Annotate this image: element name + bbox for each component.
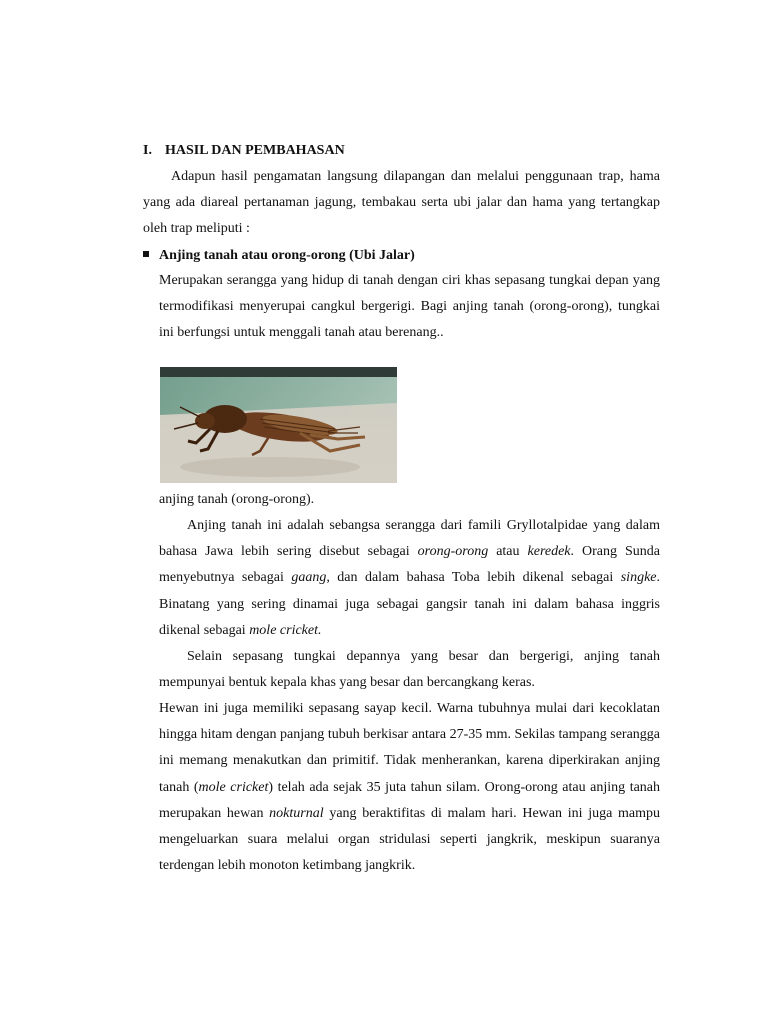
italic-term: orong-orong	[417, 544, 489, 560]
mole-cricket-photo	[160, 367, 397, 483]
italic-term: gaang	[291, 570, 327, 586]
section-number: I.	[143, 143, 152, 158]
text-run: Anjing tanah ini adalah sebangsa serangga dari famili Gryllotalpidae yang dalam bahasa Jawa lebih sering disebut sebagai	[159, 518, 660, 560]
text-run: . Orang Sunda menyebutnya sebagai	[159, 544, 660, 586]
text-run: , dan dalam bahasa Toba lebih dikenal sebagai	[326, 570, 621, 586]
description-paragraph: Merupakan serangga yang hidup di tanah dengan ciri khas sepasang tungkai depan yang termodifikasi menyerupai cangkul bergerigi. Bagi anjing tanah (orong-orong), tungkai ini berfungsi untuk menggali tanah atau berenang..	[159, 273, 660, 341]
italic-term: singke	[620, 570, 657, 586]
italic-term: nokturnal	[269, 805, 324, 821]
text-run: . Binatang yang sering dinamai juga sebagai gangsir tanah ini dalam bahasa inggris dikenal sebagai	[159, 570, 660, 638]
text-run: atau	[488, 544, 528, 560]
italic-term: keredek	[527, 544, 571, 560]
intro-paragraph: Adapun hasil pengamatan langsung dilapangan dan melalui penggunaan trap, hama yang ada diareal pertanaman jagung, tembakau serta ubi jalar dan hama yang tertangkap oleh trap meliputi :	[143, 169, 660, 237]
bullet-title: Anjing tanah atau orong-orong (Ubi Jalar)	[159, 248, 415, 263]
text-run: Hewan ini juga memiliki sepasang sayap kecil. Warna tubuhnya mulai dari kecoklatan hingga hitam dengan panjang tubuh berkisar antara 27-35 mm. Sekilas tampang serangga ini memang menakutkan dan primitif. Tidak menherankan, karena diperkirakan anjing tanah (	[159, 701, 660, 795]
italic-term: mole cricket	[198, 779, 269, 795]
paragraph-head: Selain sepasang tungkai depannya yang besar dan bergerigi, anjing tanah mempunyai bentuk kepala khas yang besar dan bercangkang keras.	[159, 649, 660, 691]
text-run: yang beraktifitas di malam hari. Hewan ini juga mampu mengeluarkan suara melalui organ stridulasi seperti jangkrik, meskipun suaranya terdengan lebih monoton ketimbang jangkrik.	[159, 805, 661, 874]
square-bullet-icon	[143, 251, 149, 257]
section-heading	[143, 141, 345, 161]
paragraph-wings	[159, 696, 660, 879]
paragraph-family	[159, 513, 660, 644]
text-run: ) telah ada sejak 35 juta tahun silam. Orong-orong atau anjing tanah merupakan hewan	[159, 779, 661, 821]
bullet-item	[143, 246, 415, 266]
italic-term: mole cricket.	[249, 622, 322, 638]
figure-caption: anjing tanah (orong-orong).	[159, 492, 315, 507]
section-title: HASIL DAN PEMBAHASAN	[165, 143, 345, 158]
